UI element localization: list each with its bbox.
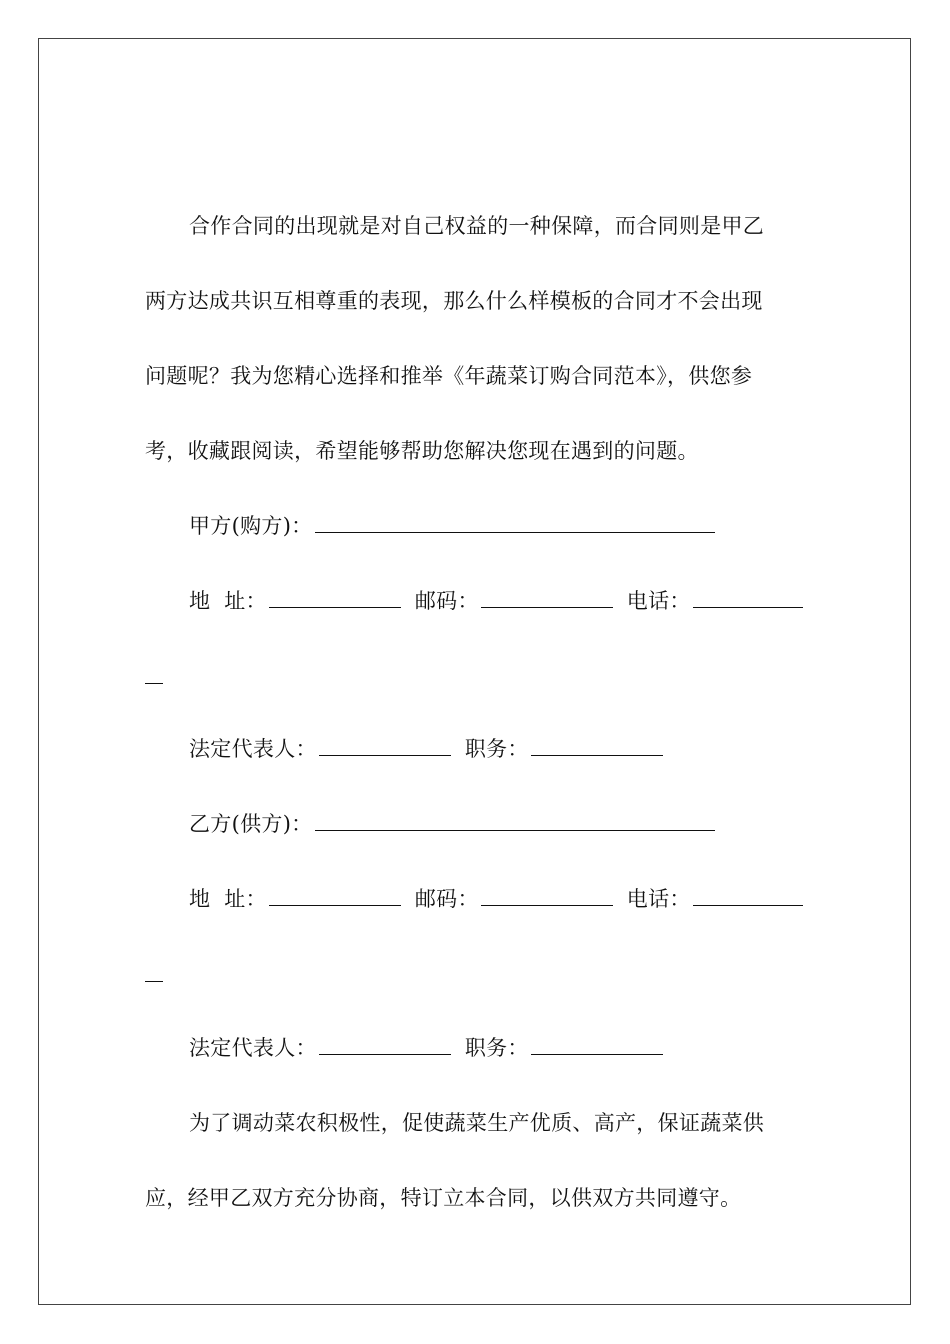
party-b-phone-blank — [693, 885, 803, 906]
party-a-phone-blank-wrap — [145, 683, 163, 684]
party-a-contact-row — [189, 587, 803, 615]
party-a-title-blank — [531, 735, 663, 756]
intro-line-3: 问题呢？我为您精心选择和推举《年蔬菜订购合同范本》，供您参 — [145, 364, 753, 388]
party-a-row — [189, 512, 715, 540]
party-a-zip-label: 邮码： — [414, 589, 479, 613]
party-b-rep-blank — [319, 1034, 451, 1055]
party-a-rep-blank — [319, 735, 451, 756]
purpose-line-1: 为了调动菜农积极性，促使蔬菜生产优质、高产，保证蔬菜供 — [189, 1111, 765, 1135]
party-a-phone-blank — [693, 587, 803, 608]
intro-line-1: 合作合同的出现就是对自己权益的一种保障，而合同则是甲乙 — [189, 214, 765, 238]
party-a-title-label: 职务： — [464, 737, 529, 761]
party-b-title-blank — [531, 1034, 663, 1055]
party-b-phone-label: 电话： — [626, 887, 691, 911]
party-a-address-blank — [269, 587, 401, 608]
party-b-label: 乙方(供方)： — [189, 812, 313, 836]
party-b-rep-label: 法定代表人： — [189, 1036, 317, 1060]
party-b-address-blank — [269, 885, 401, 906]
intro-line-2: 两方达成共识互相尊重的表现，那么什么样模板的合同才不会出现 — [145, 289, 763, 313]
party-a-label: 甲方(购方)： — [189, 514, 313, 538]
party-b-title-label: 职务： — [464, 1036, 529, 1060]
party-b-contact-row — [189, 885, 803, 913]
party-a-address-label: 地 址： — [189, 589, 267, 613]
party-b-phone-blank-wrap — [145, 981, 163, 982]
party-a-rep-row — [189, 735, 663, 763]
party-a-zip-blank — [481, 587, 613, 608]
party-b-address-label: 地 址： — [189, 887, 267, 911]
party-a-rep-label: 法定代表人： — [189, 737, 317, 761]
party-a-phone-label: 电话： — [626, 589, 691, 613]
intro-line-4: 考，收藏跟阅读，希望能够帮助您解决您现在遇到的问题。 — [145, 439, 699, 463]
party-b-zip-blank — [481, 885, 613, 906]
party-b-rep-row — [189, 1034, 663, 1062]
party-a-name-blank — [315, 512, 715, 533]
party-b-name-blank — [315, 810, 715, 831]
party-b-row — [189, 810, 715, 838]
party-b-zip-label: 邮码： — [414, 887, 479, 911]
purpose-line-2: 应，经甲乙双方充分协商，特订立本合同，以供双方共同遵守。 — [145, 1186, 742, 1210]
